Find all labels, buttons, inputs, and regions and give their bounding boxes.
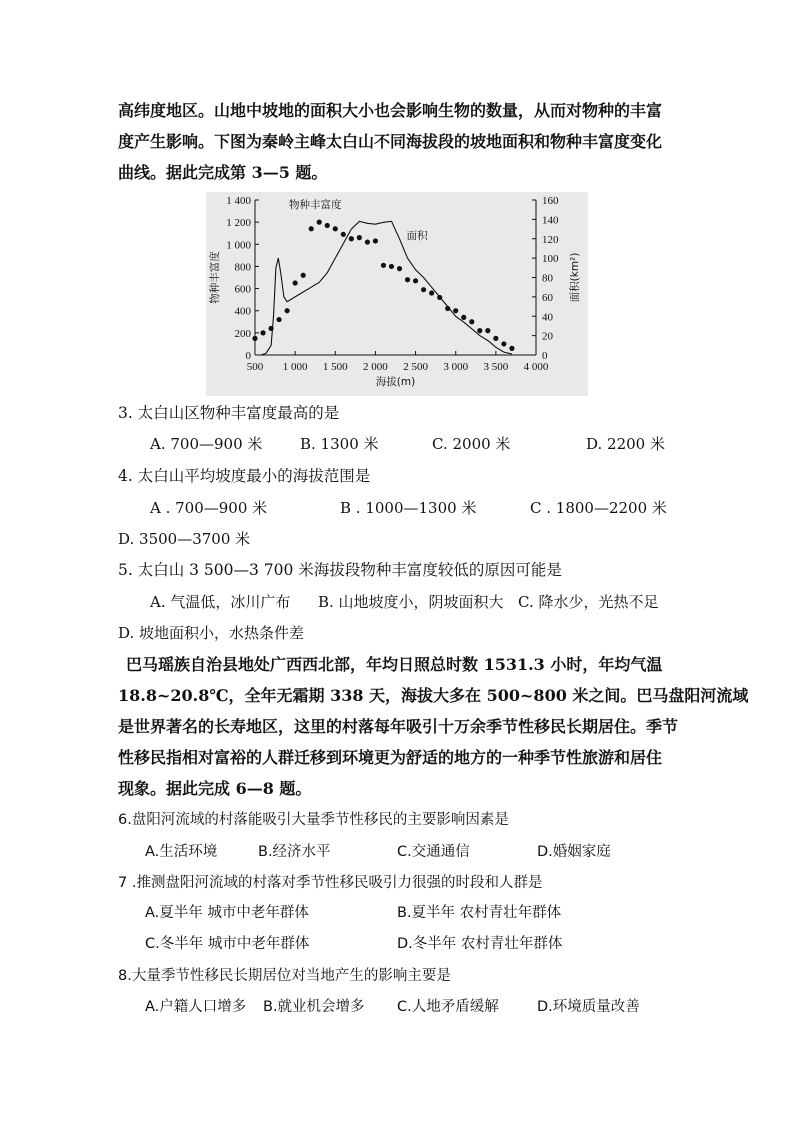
q7-option-c[interactable]: C.冬半年 城市中老年群体 <box>145 936 310 952</box>
q8-option-a[interactable]: A.户籍人口增多 <box>145 999 247 1015</box>
q7-stem: 7 .推测盘阳河流域的村落对季节性移民吸引力很强的时段和人群是 <box>118 875 543 891</box>
richness-point <box>301 273 306 278</box>
q4-option-d[interactable]: D. 3500—3700 米 <box>118 530 251 548</box>
y-right-tick-label: 120 <box>542 233 559 246</box>
intro1-line-3: 曲线。据此完成第 3—5 题。 <box>118 163 328 182</box>
richness-point <box>437 295 442 300</box>
richness-point <box>453 308 458 313</box>
q6-option-b[interactable]: B.经济水平 <box>258 844 331 860</box>
q8-option-c[interactable]: C.人地矛盾缓解 <box>397 999 499 1015</box>
y-left-tick-label: 1 000 <box>226 239 251 252</box>
intro2-line-1: 巴马瑶族自治县地处广西西北部，年均日照总时数 1531.3 小时，年均气温 <box>126 655 663 674</box>
q6-option-c[interactable]: C.交通通信 <box>397 844 470 860</box>
x-axis-label: 海拔(m) <box>375 376 416 388</box>
intro1-line-1: 高纬度地区。山地中坡地的面积大小也会影响生物的数量，从而对物种的丰富 <box>118 101 663 120</box>
y-right-tick-label: 60 <box>542 291 553 304</box>
y-right-tick-label: 40 <box>542 311 553 324</box>
q3-stem: 3. 太白山区物种丰富度最高的是 <box>118 404 340 422</box>
chart-figure <box>206 192 588 396</box>
x-tick-label: 4 000 <box>523 361 549 373</box>
area-line <box>261 221 512 355</box>
richness-point <box>493 336 498 341</box>
richness-point <box>405 277 410 282</box>
y-left-tick-label: 400 <box>234 305 251 318</box>
richness-point <box>461 315 466 320</box>
q3-option-d[interactable]: D. 2200 米 <box>586 435 665 453</box>
richness-point <box>309 226 314 231</box>
richness-point <box>325 223 330 228</box>
richness-point <box>477 328 482 333</box>
richness-point <box>260 330 265 335</box>
annotation-area: 面积 <box>406 230 428 242</box>
y-right-tick-label: 100 <box>542 253 559 266</box>
chart-axes <box>226 195 559 373</box>
q6-option-a[interactable]: A.生活环境 <box>145 844 218 860</box>
q4-option-c[interactable]: C . 1800—2200 米 <box>530 499 667 517</box>
area-series <box>261 221 512 355</box>
x-tick-label: 1 000 <box>282 361 308 373</box>
y-left-tick-label: 0 <box>245 350 251 362</box>
richness-point <box>365 239 370 244</box>
richness-point <box>429 290 434 295</box>
q4-option-a[interactable]: A . 700—900 米 <box>150 499 268 517</box>
richness-point <box>285 308 290 313</box>
y-left-tick-label: 600 <box>234 283 251 296</box>
q7-option-a[interactable]: A.夏半年 城市中老年群体 <box>145 905 309 921</box>
q7-option-b[interactable]: B.夏半年 农村青壮年群体 <box>397 905 562 921</box>
richness-point <box>469 319 474 324</box>
q8-stem: 8.大量季节性移民长期居位对当地产生的影响主要是 <box>118 968 451 984</box>
x-tick-label: 1 500 <box>322 361 348 373</box>
richness-point <box>413 278 418 283</box>
q5-stem: 5. 太白山 3 500—3 700 米海拔段物种丰富度较低的原因可能是 <box>118 561 562 579</box>
q4-stem: 4. 太白山平均坡度最小的海拔范围是 <box>118 467 371 485</box>
intro2-line-5: 现象。据此完成 6—8 题。 <box>118 779 312 798</box>
intro1-line-2: 度产生影响。下图为秦岭主峰太白山不同海拔段的坡地面积和物种丰富度变化 <box>118 132 663 151</box>
richness-point <box>485 328 490 333</box>
y-right-tick-label: 80 <box>542 272 553 285</box>
y-left-tick-label: 1 200 <box>226 217 251 230</box>
q5-option-b[interactable]: B. 山地坡度小，阴坡面积大 <box>318 593 504 611</box>
richness-point <box>501 341 506 346</box>
x-tick-label: 2 000 <box>363 361 388 373</box>
q4-option-b[interactable]: B . 1000—1300 米 <box>340 499 477 517</box>
q5-option-d[interactable]: D. 坡地面积小，水热条件差 <box>118 624 305 642</box>
intro2-line-2: 18.8~20.8℃，全年无霜期 338 天，海拔大多在 500~800 米之间。巴马盘阳河流域 <box>118 686 749 705</box>
richness-point <box>381 263 386 268</box>
intro2-line-3: 是世界著名的长寿地区，这里的村落每年吸引十万余季节性移民长期居住。季节 <box>118 717 679 736</box>
richness-point <box>349 236 354 241</box>
y-left-tick-label: 800 <box>234 261 251 274</box>
q8-option-d[interactable]: D.环境质量改善 <box>537 999 640 1015</box>
x-tick-label: 500 <box>246 361 264 373</box>
q8-option-b[interactable]: B.就业机会增多 <box>263 999 365 1015</box>
richness-point <box>268 326 273 331</box>
y-right-tick-label: 0 <box>542 350 548 362</box>
q5-option-c[interactable]: C. 降水少，光热不足 <box>518 593 659 611</box>
richness-point <box>357 235 362 240</box>
intro2-line-4: 性移民指相对富裕的人群迁移到环境更为舒适的地方的一种季节性旅游和居住 <box>118 748 663 767</box>
richness-point <box>509 346 514 351</box>
q3-option-c[interactable]: C. 2000 米 <box>432 435 511 453</box>
chart-svg <box>206 192 588 396</box>
q3-option-b[interactable]: B. 1300 米 <box>300 435 379 453</box>
y-right-tick-label: 160 <box>542 195 559 207</box>
richness-point <box>421 287 426 292</box>
q6-stem: 6.盘阳河流域的村落能吸引大量季节性移民的主要影响因素是 <box>118 812 509 828</box>
y-left-axis-label: 物种丰富度 <box>209 251 221 304</box>
y-left-tick-label: 1 400 <box>226 195 251 207</box>
q7-option-d[interactable]: D.冬半年 农村青壮年群体 <box>397 936 563 952</box>
q3-option-a[interactable]: A. 700—900 米 <box>150 435 263 453</box>
richness-point <box>252 336 257 341</box>
richness-point <box>317 220 322 225</box>
annotation-richness: 物种丰富度 <box>288 199 342 211</box>
q6-option-d[interactable]: D.婚姻家庭 <box>537 844 611 860</box>
x-tick-label: 2 500 <box>403 361 428 373</box>
richness-point <box>373 238 378 243</box>
richness-point <box>333 226 338 231</box>
richness-point <box>397 266 402 271</box>
x-tick-label: 3 000 <box>443 361 469 373</box>
chart-labels <box>208 198 581 388</box>
y-right-tick-label: 140 <box>542 214 559 227</box>
richness-point <box>389 264 394 269</box>
q5-option-a[interactable]: A. 气温低，冰川广布 <box>150 593 291 611</box>
x-tick-label: 3 500 <box>483 361 509 373</box>
y-left-tick-label: 200 <box>234 327 251 340</box>
y-right-tick-label: 20 <box>542 330 553 343</box>
richness-point <box>276 317 281 322</box>
richness-point <box>293 280 298 285</box>
richness-point <box>445 306 450 311</box>
y-right-axis-label: 面积(km²) <box>569 252 581 303</box>
richness-point <box>341 232 346 237</box>
